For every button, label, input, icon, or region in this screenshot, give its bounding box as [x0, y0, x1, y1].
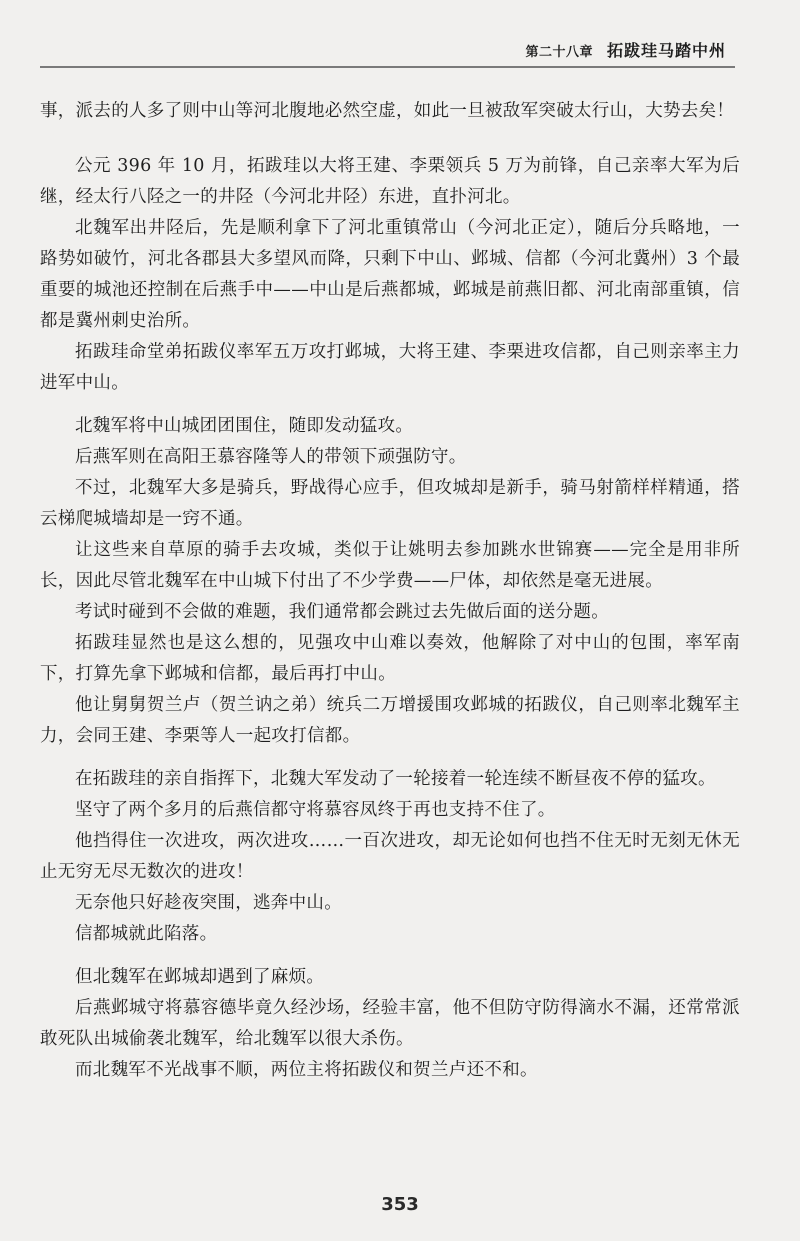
paragraph: 拓跋珪显然也是这么想的，见强攻中山难以奏效，他解除了对中山的包围，率军南下，打算先拿下邺城和信都，最后再打中山。: [40, 633, 740, 684]
page-number: 353: [381, 1194, 419, 1215]
paragraph: 后燕邺城守将慕容德毕竟久经沙场，经验丰富，他不但防守防得滴水不漏，还常常派敢死队出城偷袭北魏军，给北魏军以很大杀伤。: [40, 998, 740, 1049]
page-body: [40, 96, 740, 1086]
paragraph: 考试时碰到不会做的难题，我们通常都会跳过去先做后面的送分题。: [75, 602, 609, 622]
paragraph: 北魏军出井陉后，先是顺利拿下了河北重镇常山（今河北正定），随后分兵略地，一路势如破竹，河北各郡县大多望风而降，只剩下中山、邺城、信都（今河北冀州）3 个最重要的城池还控制在后燕手中——中山是后燕都城，邺城是前燕旧都、河北南部重镇，信都是冀州刺史治所。: [40, 218, 740, 331]
chapter-label: 第二十八章: [525, 45, 593, 60]
paragraph: 无奈他只好趁夜突围，逃奔中山。: [75, 893, 342, 913]
paragraph: 他让舅舅贺兰卢（贺兰讷之弟）统兵二万增援围攻邺城的拓跋仪，自己则率北魏军主力，会同王建、李栗等人一起攻打信都。: [40, 695, 740, 746]
paragraph: 信都城就此陷落。: [75, 924, 218, 944]
paragraph: 拓跋珪命堂弟拓跋仪率军五万攻打邺城，大将王建、李栗进攻信都，自己则亲率主力进军中山。: [40, 342, 740, 393]
paragraph: 北魏军将中山城团团围住，随即发动猛攻。: [75, 416, 414, 436]
paragraph: 坚守了两个多月的后燕信都守将慕容凤终于再也支持不住了。: [75, 800, 556, 820]
section-gap: [40, 950, 740, 962]
chapter-title: 拓跋珪马踏中州: [606, 41, 726, 60]
paragraph: 公元 396 年 10 月，拓跋珪以大将王建、李栗领兵 5 万为前锋，自己亲率大军为后继，经太行八陉之一的井陉（今河北井陉）东进，直扑河北。: [40, 156, 740, 207]
paragraph: 让这些来自草原的骑手去攻城，类似于让姚明去参加跳水世锦赛——完全是用非所长，因此尽管北魏军在中山城下付出了不少学费——尸体，却依然是毫无进展。: [40, 540, 740, 591]
paragraph: 在拓跋珪的亲自指挥下，北魏大军发动了一轮接着一轮连续不断昼夜不停的猛攻。: [75, 769, 716, 789]
section-gap: [40, 752, 740, 764]
paragraph: 他挡得住一次进攻，两次进攻……一百次进攻，却无论如何也挡不住无时无刻无休无止无穷无尽无数次的进攻！: [40, 831, 740, 882]
paragraph: 事，派去的人多了则中山等河北腹地必然空虚，如此一旦被敌军突破太行山，大势去矣！: [40, 101, 735, 121]
section-gap: [40, 139, 740, 151]
paragraph: 而北魏军不光战事不顺，两位主将拓跋仪和贺兰卢还不和。: [75, 1060, 538, 1080]
paragraph: 不过，北魏军大多是骑兵，野战得心应手，但攻城却是新手，骑马射箭样样精通，搭云梯爬城墙却是一窍不通。: [40, 478, 740, 529]
paragraph: 但北魏军在邺城却遇到了麻烦。: [75, 967, 325, 987]
header-rule: [40, 66, 735, 68]
paragraph: 后燕军则在高阳王慕容隆等人的带领下顽强防守。: [75, 447, 467, 467]
section-gap: [40, 399, 740, 411]
section-gap: [40, 127, 740, 139]
running-header: [525, 38, 726, 61]
